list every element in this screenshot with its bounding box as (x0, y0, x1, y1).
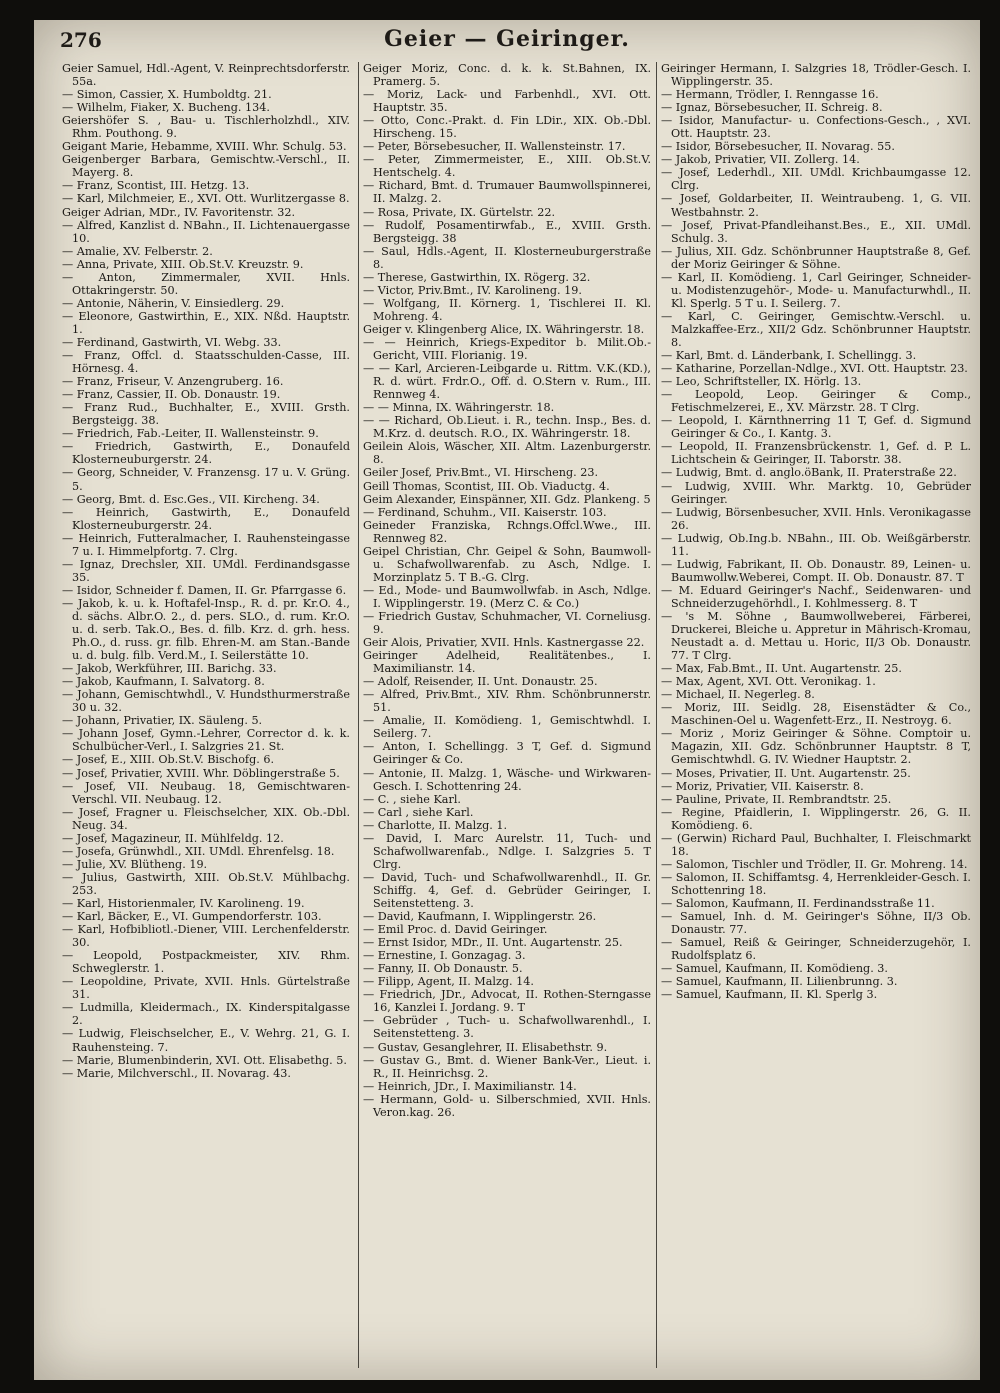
directory-entry: — Moriz, Lack- und Farbenhdl., XVI. Ott. Hauptstr. 35. (363, 88, 651, 115)
directory-entry: — Josef, Fragner u. Fleischselcher, XIX. Ob.-Dbl. Neug. 34. (62, 805, 350, 832)
directory-entry: — Fanny, II. Ob Donaustr. 5. (363, 962, 523, 976)
directory-entry: — Johann, Privatier, IX. Säuleng. 5. (62, 714, 263, 728)
directory-entry: — Heinrich, JDr., I. Maximilianstr. 14. (363, 1079, 577, 1093)
directory-entry: — Ludwig, Börsenbesucher, XVII. Hnls. Veronikagasse 26. (661, 505, 971, 532)
directory-entry: — Rudolf, Posamentirwfab., E., XVIII. Grsth. Bergsteigg. 38 (363, 218, 651, 245)
directory-entry: — Jakob, Werkführer, III. Barichg. 33. (62, 662, 277, 676)
directory-entry: — Leopold, I. Kärnthnerring 11 T, Gef. d. Sigmund Geiringer & Co., I. Kantg. 3. (661, 414, 971, 441)
directory-entry: — Eleonore, Gastwirthin, E., XIX. Nßd. Hauptstr. 1. (62, 309, 350, 336)
directory-entry: — Moriz , Moriz Geiringer & Söhne. Comptoir u. Magazin, XII. Gdz. Schönbrunner Hauptstr. 8 T, Gemischtwhdl. G. IV. Wiedner Hauptstr. 2. (661, 727, 971, 767)
directory-entry: — 's M. Söhne , Baumwollweberei, Färberei, Druckerei, Bleiche u. Appretur in Mährisch-Kromau, Neustadt a. d. Mettau u. Horic, II/3 Ob. Donaustr. 77. T Clrg. (661, 609, 971, 663)
directory-entry: — Samuel, Kaufmann, II. Lilienbrunng. 3. (661, 975, 898, 989)
directory-entry: — David, Tuch- und Schafwollwarenhdl., II. Gr. Schiffg. 4, Gef. d. Gebrüder Geiringer, I. Seitenstetteng. 3. (363, 870, 651, 910)
directory-entry: — Friedrich, JDr., Advocat, II. Rothen-Sterngasse 16, Kanzlei I. Jordang. 9. T (363, 988, 651, 1015)
directory-entry: — Hermann, Gold- u. Silberschmied, XVII. Hnls. Veron.kag. 26. (363, 1092, 651, 1119)
directory-entry: — Karl, II. Komödieng. 1, Carl Geiringer, Schneider- u. Modistenzugehör-, Mode- u. Manufacturwhdl., II. Kl. Sperlg. 5 T u. I. Seilerg. 7. (661, 270, 971, 310)
directory-entry: — Isidor, Manufactur- u. Confections-Gesch., , XVI. Ott. Hauptstr. 23. (661, 114, 971, 141)
directory-entry: — David, Kaufmann, I. Wipplingerstr. 26. (363, 910, 597, 924)
directory-entry: — — Karl, Arcieren-Leibgarde u. Rittm. V.K.(KD.), R. d. würt. Frdr.O., Off. d. O.Stern v. Rum., III. Rennweg 4. (363, 362, 651, 402)
directory-entry: — — Richard, Ob.Lieut. i. R., techn. Insp., Bes. d. M.Krz. d. deutsch. R.O., IX. Währingerstr. 18. (363, 414, 651, 441)
directory-entry: Geilein Alois, Wäscher, XII. Altm. Lazenburgerstr. 8. (363, 440, 651, 467)
directory-entry: — Julius, Gastwirth, XIII. Ob.St.V. Mühlbachg. 253. (62, 870, 350, 897)
directory-entry: — Josef, Magazineur, II. Mühlfeldg. 12. (62, 831, 284, 845)
directory-entry: — Hermann, Trödler, I. Renngasse 16. (661, 88, 879, 102)
directory-entry: — (Gerwin) Richard Paul, Buchhalter, I. Fleischmarkt 18. (661, 831, 971, 858)
directory-entry: — Karl, Bäcker, E., VI. Gumpendorferstr. 103. (62, 910, 322, 924)
directory-entry: — Friedrich, Gastwirth, E., Donaufeld Klosterneuburgerstr. 24. (62, 440, 350, 467)
directory-entry: — Max, Agent, XVI. Ott. Veronikag. 1. (661, 675, 876, 689)
directory-entry: — Moses, Privatier, II. Unt. Augartenstr. 25. (661, 766, 911, 780)
directory-entry: — Josefa, Grünwhdl., XII. UMdl. Ehrenfelsg. 18. (62, 844, 335, 858)
directory-entry: — Gustav G., Bmt. d. Wiener Bank-Ver., Lieut. i. R., II. Heinrichsg. 2. (363, 1053, 651, 1080)
directory-entry: — Samuel, Reiß & Geiringer, Schneiderzugehör, I. Rudolfsplatz 6. (661, 936, 971, 963)
running-head: Geier — Geiringer. (384, 26, 630, 52)
directory-entry: — Samuel, Kaufmann, II. Komödieng. 3. (661, 962, 888, 976)
directory-entry: Geill Thomas, Scontist, III. Ob. Viaductg. 4. (363, 479, 610, 493)
directory-entry: — Josef, Lederhdl., XII. UMdl. Krichbaumgasse 12. Clrg. (661, 166, 971, 193)
directory-entry: — Alfred, Priv.Bmt., XIV. Rhm. Schönbrunnerstr. 51. (363, 688, 651, 715)
directory-entry: — Friedrich, Fab.-Leiter, II. Wallensteinstr. 9. (62, 427, 319, 441)
directory-entry: Geiger Adrian, MDr., IV. Favoritenstr. 32. (62, 205, 296, 219)
directory-entry: — Karl, Bmt. d. Länderbank, I. Schellingg. 3. (661, 349, 917, 363)
directory-entry: — Franz, Friseur, V. Anzengruberg. 16. (62, 375, 284, 389)
directory-entry: — Therese, Gastwirthin, IX. Rögerg. 32. (363, 270, 591, 284)
directory-entry: — Anton, I. Schellingg. 3 T, Gef. d. Sigmund Geiringer & Co. (363, 740, 651, 767)
directory-entry: — Anton, Zimmermaler, XVII. Hnls. Ottakringerstr. 50. (62, 270, 350, 297)
directory-entry: — Gustav, Gesanglehrer, II. Elisabethstr. 9. (363, 1040, 608, 1054)
directory-entry: — Ernst Isidor, MDr., II. Unt. Augartenstr. 25. (363, 936, 623, 950)
directory-entry: — Salomon, Tischler und Trödler, II. Gr. Mohreng. 14. (661, 857, 968, 871)
directory-entry: — Otto, Conc.-Prakt. d. Fin LDir., XIX. Ob.-Dbl. Hirscheng. 15. (363, 114, 651, 141)
column-2 (358, 62, 651, 1368)
directory-entry: — — Minna, IX. Währingerstr. 18. (363, 401, 555, 415)
directory-entry: — M. Eduard Geiringer's Nachf., Seidenwaren- und Schneiderzugehörhdl., I. Kohlmesserg. 8. T (661, 583, 971, 610)
directory-entry: — — Heinrich, Kriegs-Expeditor b. Milit.Ob.-Gericht, VIII. Florianig. 19. (363, 335, 651, 363)
directory-entry: — Ludwig, Fabrikant, II. Ob. Donaustr. 89, Leinen- u. Baumwollw.Weberei, Compt. II. Ob. Donaustr. 87. T (661, 557, 971, 584)
directory-entry: — Karl, Hofbibliotl.-Diener, VIII. Lerchenfelderstr. 30. (62, 923, 350, 950)
directory-entry: — Josef, Privat-Pfandleihanst.Bes., E., XII. UMdl. Schulg. 3. (661, 218, 971, 245)
directory-entry: — Ludwig, Bmt. d. anglo.öBank, II. Praterstraße 22. (661, 466, 957, 480)
directory-entry: Geineder Franziska, Rchngs.Offcl.Wwe., III. Rennweg 82. (363, 518, 651, 545)
directory-page (34, 20, 980, 1380)
directory-entry: — Emil Proc. d. David Geiringer. (363, 923, 548, 937)
directory-entry: — Ferdinand, Schuhm., VII. Kaiserstr. 103. (363, 505, 607, 519)
directory-entry: — Rosa, Private, IX. Gürtelstr. 22. (363, 205, 556, 219)
directory-entry: — Isidor, Schneider f. Damen, II. Gr. Pfarrgasse 6. (62, 583, 347, 597)
directory-entry: — Josef, VII. Neubaug. 18, Gemischtwaren-Verschl. VII. Neubaug. 12. (62, 779, 350, 806)
directory-entry: — Anna, Private, XIII. Ob.St.V. Kreuzstr. 9. (62, 257, 304, 271)
directory-entry: — Karl, Historienmaler, IV. Karolineng. 19. (62, 897, 305, 910)
directory-entry: Geiershöfer S. , Bau- u. Tischlerholzhdl., XIV. Rhm. Pouthong. 9. (62, 114, 350, 141)
directory-entry: — Franz, Cassier, II. Ob. Donaustr. 19. (62, 388, 281, 402)
directory-entry: Geigant Marie, Hebamme, XVIII. Whr. Schulg. 53. (62, 140, 347, 154)
directory-entry: — Marie, Blumenbinderin, XVI. Ott. Elisabethg. 5. (62, 1053, 347, 1067)
directory-entry: — Max, Fab.Bmt., II. Unt. Augartenstr. 25. (661, 662, 902, 676)
directory-entry: — Charlotte, II. Malzg. 1. (363, 818, 508, 832)
directory-entry: — Pauline, Private, II. Rembrandtstr. 25. (661, 792, 892, 806)
directory-entry: — Samuel, Inh. d. M. Geiringer's Söhne, II/3 Ob. Donaustr. 77. (661, 910, 971, 937)
directory-entry: Geigenberger Barbara, Gemischtw.-Verschl., II. Mayerg. 8. (62, 153, 350, 180)
directory-entry: — Moriz, Privatier, VII. Kaiserstr. 8. (661, 779, 864, 793)
directory-entry: Geiger Moriz, Conc. d. k. k. St.Bahnen, IX. Pramerg. 5. (363, 62, 651, 89)
directory-entry: — Carl , siehe Karl. (363, 805, 474, 819)
column-3 (656, 62, 971, 1368)
directory-entry: — Antonie, II. Malzg. 1, Wäsche- und Wirkwaren-Gesch. I. Schottenring 24. (363, 766, 651, 793)
directory-entry: — Marie, Milchverschl., II. Novarag. 43. (62, 1066, 291, 1080)
directory-entry: Geiringer Hermann, I. Salzgries 18, Trödler-Gesch. I. Wipplingerstr. 35. (661, 62, 971, 89)
directory-entry: — Victor, Priv.Bmt., IV. Karolineng. 19. (363, 283, 582, 297)
directory-entry: — Heinrich, Futteralmacher, I. Rauhensteingasse 7 u. I. Himmelpfortg. 7. Clrg. (62, 531, 350, 558)
directory-entry: — David, I. Marc Aurelstr. 11, Tuch- und Schafwollwarenfab., Ndlge. I. Salzgries 5. T Clrg. (363, 831, 651, 871)
directory-entry: — Ed., Mode- und Baumwollwfab. in Asch, Ndlge. I. Wipplingerstr. 19. (Merz C. & Co.) (363, 583, 651, 610)
directory-entry: — Simon, Cassier, X. Humboldtg. 21. (62, 88, 272, 102)
directory-entry: — Ludwig, XVIII. Whr. Marktg. 10, Gebrüder Geiringer. (661, 479, 971, 506)
directory-entry: — Julius, XII. Gdz. Schönbrunner Hauptstraße 8, Gef. der Moriz Geiringer & Söhne. (661, 244, 971, 271)
directory-entry: — Leopold, Postpackmeister, XIV. Rhm. Schweglerstr. 1. (62, 949, 350, 976)
directory-entry: — Moriz, III. Seidlg. 28, Eisenstädter & Co., Maschinen-Oel u. Wagenfett-Erz., II. Nestroyg. 6. (661, 701, 971, 728)
directory-entry: — Saul, Hdls.-Agent, II. Klosterneuburgerstraße 8. (363, 244, 651, 271)
directory-entry: — Richard, Bmt. d. Trumauer Baumwollspinnerei, II. Malzg. 2. (363, 179, 651, 206)
directory-entry: — Julie, XV. Blütheng. 19. (62, 857, 208, 871)
directory-entry: — Josef, Privatier, XVIII. Whr. Döblingerstraße 5. (62, 766, 340, 780)
directory-entry: — Wilhelm, Fiaker, X. Bucheng. 134. (62, 101, 270, 115)
directory-entry: — Isidor, Börsebesucher, II. Novarag. 55. (661, 140, 895, 154)
directory-entry: — Ludmilla, Kleidermach., IX. Kinderspitalgasse 2. (62, 1001, 350, 1028)
directory-entry: — Katharine, Porzellan-Ndlge., XVI. Ott. Hauptstr. 23. (661, 362, 968, 376)
directory-entry: Geim Alexander, Einspänner, XII. Gdz. Plankeng. 5 (363, 492, 651, 506)
directory-entry: — Franz, Offcl. d. Staatsschulden-Casse, III. Hörnesg. 4. (62, 349, 350, 376)
directory-entry: — Amalie, II. Komödieng. 1, Gemischtwhdl. I. Seilerg. 7. (363, 714, 651, 741)
directory-entry: — Peter, Börsebesucher, II. Wallensteinstr. 17. (363, 140, 626, 154)
directory-entry: — Wolfgang, II. Körnerg. 1, Tischlerei II. Kl. Mohreng. 4. (363, 296, 651, 323)
directory-entry: — Filipp, Agent, II. Malzg. 14. (363, 975, 534, 989)
page-number: 276 (60, 28, 102, 52)
directory-entry: — Gebrüder , Tuch- u. Schafwollwarenhdl., I. Seitenstetteng. 3. (363, 1014, 651, 1041)
directory-entry: — Ferdinand, Gastwirth, VI. Webg. 33. (62, 335, 282, 349)
directory-entry: — Ludwig, Fleischselcher, E., V. Wehrg. 21, G. I. Rauhensteing. 7. (62, 1027, 350, 1054)
directory-entry: — Jakob, Kaufmann, I. Salvatorg. 8. (62, 675, 265, 689)
directory-entry: — Johann, Gemischtwhdl., V. Hundsthurmerstraße 30 u. 32. (62, 688, 350, 715)
directory-entry: — Antonie, Näherin, V. Einsiedlerg. 29. (62, 296, 285, 310)
directory-entry: — Karl, C. Geiringer, Gemischtw.-Verschl. u. Malzkaffee-Erz., XII/2 Gdz. Schönbrunner Hauptstr. 8. (661, 309, 971, 349)
directory-entry: — Karl, Milchmeier, E., XVI. Ott. Wurlitzergasse 8. (62, 192, 350, 206)
column-1 (62, 62, 350, 1368)
directory-entry: — Ignaz, Drechsler, XII. UMdl. Ferdinandsgasse 35. (62, 557, 350, 584)
directory-entry: — Heinrich, Gastwirth, E., Donaufeld Klosterneuburgerstr. 24. (62, 505, 350, 532)
directory-entry: — Jakob, Privatier, VII. Zollerg. 14. (661, 153, 860, 167)
directory-entry: — Peter, Zimmermeister, E., XIII. Ob.St.V. Hentschelg. 4. (363, 153, 651, 180)
directory-entry: — Josef, E., XIII. Ob.St.V. Bischofg. 6. (62, 753, 275, 767)
directory-entry: — Salomon, II. Schiffamtsg. 4, Herrenkleider-Gesch. I. Schottenring 18. (661, 870, 971, 897)
directory-entry: Geir Alois, Privatier, XVII. Hnls. Kastnergasse 22. (363, 636, 645, 650)
directory-entry: Geipel Christian, Chr. Geipel & Sohn, Baumwoll- u. Schafwollwarenfab. zu Asch, Ndlge. I. Morzinplatz 5. T B.-G. Clrg. (363, 544, 651, 584)
directory-entry: Geiger v. Klingenberg Alice, IX. Währingerstr. 18. (363, 322, 645, 336)
directory-entry: — Regine, Pfaidlerin, I. Wipplingerstr. 26, G. II. Komödieng. 6. (661, 805, 971, 832)
directory-entry: — Johann Josef, Gymn.-Lehrer, Corrector d. k. k. Schulbücher-Verl., I. Salzgries 21. St. (62, 727, 350, 754)
directory-entry: — Amalie, XV. Felberstr. 2. (62, 244, 213, 258)
columns (62, 62, 972, 1368)
directory-entry: Geiler Josef, Priv.Bmt., VI. Hirscheng. 23. (363, 466, 599, 480)
directory-entry: — Jakob, k. u. k. Hoftafel-Insp., R. d. pr. Kr.O. 4., d. sächs. Albr.O. 2., d. pers. SLO., d. rum. Kr.O. u. d. serb. Tak.O., Bes. d. filb. Krz. d. grh. hess. Ph.O., d. russ. gr. filb. Ehren-M. am Stan.-Bande u. d. bulg. filb. Verd.M., I. Seilerstätte 10. (62, 596, 350, 663)
directory-entry: — C. , siehe Karl. (363, 792, 461, 806)
directory-entry: — Friedrich Gustav, Schuhmacher, VI. Corneliusg. 9. (363, 609, 651, 637)
directory-entry: — Georg, Bmt. d. Esc.Ges., VII. Kircheng. 34. (62, 492, 320, 506)
directory-entry: — Michael, II. Negerleg. 8. (661, 688, 815, 702)
directory-entry: — Alfred, Kanzlist d. NBahn., II. Lichtenauergasse 10. (62, 218, 350, 245)
directory-entry: — Leo, Schriftsteller, IX. Hörlg. 13. (661, 375, 862, 389)
directory-entry: — Adolf, Reisender, II. Unt. Donaustr. 25. (363, 675, 598, 689)
directory-entry: Geier Samuel, Hdl.-Agent, V. Reinprechtsdorferstr. 55a. (62, 62, 350, 89)
directory-entry: — Franz, Scontist, III. Hetzg. 13. (62, 179, 250, 193)
directory-entry: — Leopoldine, Private, XVII. Hnls. Gürtelstraße 31. (62, 975, 350, 1002)
directory-entry: — Salomon, Kaufmann, II. Ferdinandsstraße 11. (661, 897, 935, 910)
directory-entry: — Ludwig, Ob.Ing.b. NBahn., III. Ob. Weißgärberstr. 11. (661, 531, 971, 558)
directory-entry: — Samuel, Kaufmann, II. Kl. Sperlg 3. (661, 988, 878, 1002)
directory-entry: — Ernestine, I. Gonzagag. 3. (363, 949, 526, 963)
directory-entry: — Ignaz, Börsebesucher, II. Schreig. 8. (661, 101, 883, 115)
directory-entry: — Josef, Goldarbeiter, II. Weintraubeng. 1, G. VII. Westbahnstr. 2. (661, 192, 971, 219)
directory-entry: — Franz Rud., Buchhalter, E., XVIII. Grsth. Bergsteigg. 38. (62, 401, 350, 428)
directory-entry: Geiringer Adelheid, Realitätenbes., I. Maximilianstr. 14. (363, 649, 651, 676)
directory-entry: — Leopold, II. Franzensbrückenstr. 1, Gef. d. P. L. Lichtschein & Geiringer, II. Taborstr. 38. (661, 440, 971, 467)
directory-entry: — Georg, Schneider, V. Franzensg. 17 u. V. Grüng. 5. (62, 466, 350, 493)
directory-entry: — Leopold, Leop. Geiringer & Comp., Fetischmelzerei, E., XV. Märzstr. 28. T Clrg. (661, 388, 971, 415)
